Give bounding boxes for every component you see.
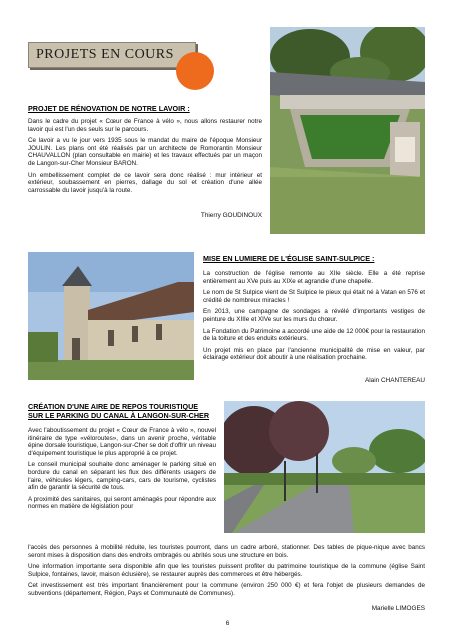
page-number: 6: [225, 620, 230, 627]
lavoir-paragraph: Un embellissement complet de ce lavoir sera donc réalisé : mur intérieur et extérieur, soubassement en pierres, dallage du sol et création d'une allée carrossable du lavoir jusqu'à la route.: [28, 171, 262, 194]
lavoir-article: [28, 104, 262, 198]
eglise-paragraph: Le nom de St Sulpice vient de St Sulpice le pieux qui était né à Vatan en 576 et crédité de nombreux miracles !: [203, 289, 425, 304]
eglise-paragraph: La construction de l'église remonte au XIIe siècle. Elle a été reprise entièrement au XVe puis au XIXe et agrandie d'une chapelle.: [203, 270, 425, 285]
aire-article-top: [28, 402, 216, 511]
aire-article-bottom: [28, 544, 425, 602]
orange-circle-decoration: [176, 52, 214, 90]
aire-title: CRÉATION D'UNE AIRE DE REPOS TOURISTIQUE SUR LE PARKING DU CANAL À LANGON-SUR-CHER: [28, 402, 210, 420]
eglise-article: [203, 254, 425, 366]
eglise-author: Alain CHANTEREAU: [364, 377, 425, 384]
eglise-title: MISE EN LUMIERE DE L'ÉGLISE SAINT-SULPICE :: [203, 254, 375, 263]
section-banner: [28, 42, 196, 68]
aire-paragraph: Le conseil municipal souhaite donc aménager le parking situé en bordure du canal en séparant les flux des différents usagers de l'aire, véhicules légers, camping-cars, cars de tourisme, cyclistes afin de garantir la sécurité de tous.: [28, 461, 216, 492]
church-photo: [28, 252, 194, 380]
aire-paragraph: A proximité des sanitaires, qui seront aménagés pour répondre aux normes en matière de législation pour: [28, 495, 216, 511]
aire-paragraph: Cet investissement est très important financièrement pour la commune (environ 250 000 €) et fera l'objet de plusieurs demandes de subventions (département, Région, Pays et Communauté de Communes).: [28, 582, 425, 597]
aire-author: Marielle LIMOGES: [371, 605, 425, 612]
lavoir-photo: [270, 27, 425, 234]
lavoir-title: PROJET DE RÉNOVATION DE NOTRE LAVOIR :: [28, 104, 190, 113]
parking-photo: [224, 401, 425, 533]
aire-paragraph: Une information importante sera disponible afin que les touristes puissent profiter du patrimoine touristique de la commune (église Saint Sulpice, fontaines, lavoir, maison éclusière), se restaurer auprès des commerces et être hébergés.: [28, 563, 425, 578]
lavoir-paragraph: Ce lavoir a vu le jour vers 1935 sous le mandat du maire de l'époque Monsieur JOULIN. Les plans ont été réalisés par un architecte de Romorantin Monsieur CHAUVALLON (plan consultable en mairie) et les travaux effectués par un maçon de Langon-sur-Cher Monsieur BARON.: [28, 137, 262, 167]
lavoir-author: Thierry GOUDINOUX: [200, 212, 262, 219]
aire-paragraph: Avec l'aboutissement du projet « Cœur de France à vélo », nouvel itinéraire de type «véloroutes», dans un avenir proche, véritable épine dorsale touristique, Langon-sur-Cher se doit d'offrir un niveau d'équipement touristique le plus approprié à ce projet.: [28, 427, 217, 457]
eglise-paragraph: Un projet mis en place par l'ancienne municipalité de mise en valeur, par éclairage extérieur doit aboutir à une réalisation prochaine.: [203, 346, 425, 362]
lavoir-paragraph: Dans le cadre du projet « Cœur de France à vélo », nous allons restaurer notre lavoir qui est l'un des seuls sur le parcours.: [28, 118, 262, 133]
aire-paragraph: l'accès des personnes à mobilité réduite, les touristes pourront, dans un cadre arboré, stationner. Des tables de pique-nique avec bancs seront mises à disposition dans des endroits ombragés ou abrités sous une structure en bois.: [28, 544, 425, 559]
eglise-paragraph: En 2013, une campagne de sondages a révélé d'importants vestiges de peinture du XIIIe et XIVe sur les murs du chœur.: [203, 308, 425, 323]
section-title: PROJETS EN COURS: [36, 47, 174, 62]
eglise-paragraph: La Fondation du Patrimoine a accordé une aide de 12 000€ pour la restauration de la toiture et des enduits extérieurs.: [203, 327, 425, 343]
